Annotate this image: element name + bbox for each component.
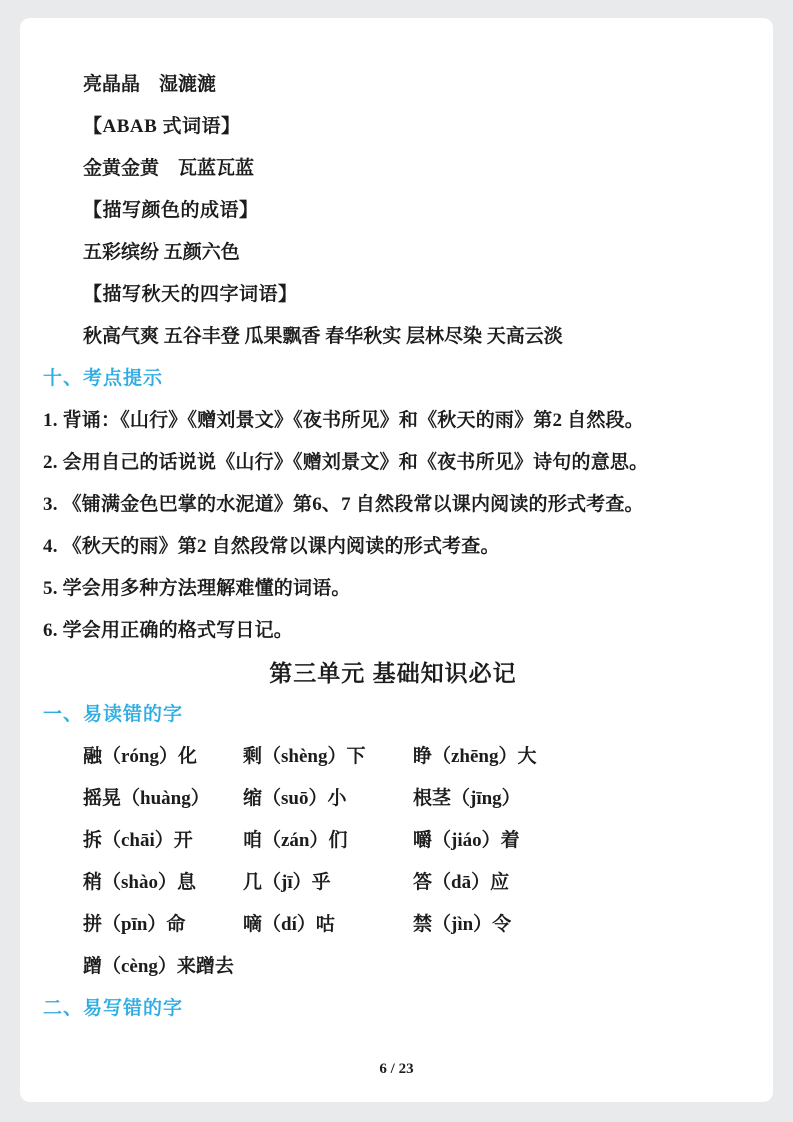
pinyin-row xyxy=(43,736,743,778)
exam-tip-item: 4. 《秋天的雨》第2 自然段常以课内阅读的形式考查。 xyxy=(43,536,500,557)
pinyin-entry: 几（jī）乎 xyxy=(243,872,331,893)
exam-tip-item: 1. 背诵：《山行》《赠刘景文》《夜书所见》和《秋天的雨》第2 自然段。 xyxy=(43,410,644,431)
pinyin-entry xyxy=(413,946,743,988)
pinyin-entry xyxy=(243,946,413,988)
pinyin-row xyxy=(43,778,743,820)
pinyin-entry: 稍（shào）息 xyxy=(83,872,196,893)
pinyin-entry: 禁（jìn）令 xyxy=(413,914,512,935)
pinyin-entry: 蹭（cèng）来蹭去 xyxy=(83,956,234,977)
pinyin-entry: 答（dā）应 xyxy=(413,872,510,893)
exam-tip-item: 2. 会用自己的话说说《山行》《赠刘景文》和《夜书所见》诗句的意思。 xyxy=(43,452,649,473)
bracket-heading-autumn-words: 【描写秋天的四字词语】 xyxy=(83,284,298,305)
pinyin-entry: 咱（zán）们 xyxy=(243,830,348,851)
pinyin-entry: 睁（zhēng）大 xyxy=(413,746,537,767)
pinyin-row xyxy=(43,862,743,904)
word-list-line: 金黄金黄 瓦蓝瓦蓝 xyxy=(83,158,255,179)
pinyin-entry: 融（róng）化 xyxy=(83,746,198,767)
word-list-line: 五彩缤纷 五颜六色 xyxy=(83,242,240,263)
pinyin-entry: 根茎（jīng） xyxy=(413,788,521,809)
section-heading-exam-tips: 十、考点提示 xyxy=(43,368,164,389)
section-heading-easy-miswrite: 二、易写错的字 xyxy=(43,998,184,1019)
pinyin-row xyxy=(43,904,743,946)
pinyin-entry: 剩（shèng）下 xyxy=(243,746,366,767)
section-heading-easy-misread: 一、易读错的字 xyxy=(43,704,184,725)
pinyin-entry: 缩（suō）小 xyxy=(243,788,347,809)
pinyin-entry: 嘀（dí）咕 xyxy=(243,914,335,935)
exam-tip-item: 3. 《铺满金色巴掌的水泥道》第6、7 自然段常以课内阅读的形式考查。 xyxy=(43,494,644,515)
unit-title: 第三单元 基础知识必记 xyxy=(269,660,517,686)
document-page xyxy=(20,18,773,1102)
pinyin-entry: 嚼（jiáo）着 xyxy=(413,830,520,851)
word-list-line: 亮晶晶 湿漉漉 xyxy=(83,74,217,95)
page-number: 6 / 23 xyxy=(379,1061,414,1077)
pinyin-entry: 拆（chāi）开 xyxy=(83,830,193,851)
exam-tip-item: 6. 学会用正确的格式写日记。 xyxy=(43,620,294,641)
bracket-heading-color-idioms: 【描写颜色的成语】 xyxy=(83,200,259,221)
exam-tip-item: 5. 学会用多种方法理解难懂的词语。 xyxy=(43,578,351,599)
pinyin-row xyxy=(43,820,743,862)
pinyin-entry: 拼（pīn）命 xyxy=(83,914,186,935)
word-list-line: 秋高气爽 五谷丰登 瓜果飘香 春华秋实 层林尽染 天高云淡 xyxy=(83,326,563,347)
pinyin-row xyxy=(43,946,743,988)
bracket-heading-abab: 【ABAB 式词语】 xyxy=(83,116,241,137)
pinyin-entry: 摇晃（huàng） xyxy=(83,788,210,809)
